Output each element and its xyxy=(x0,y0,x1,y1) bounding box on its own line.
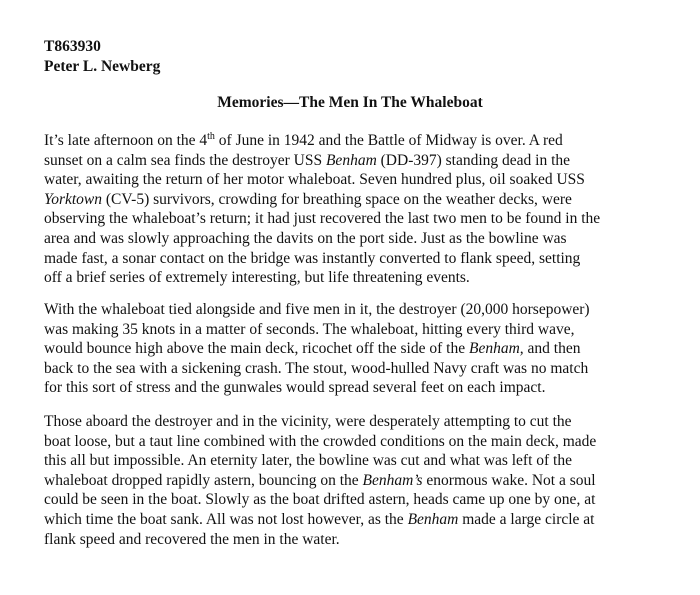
text-run: this all but impossible. An eternity later, the bowline was cut and what was left of the xyxy=(44,452,572,470)
text-run: made a large circle at xyxy=(458,510,595,528)
text-line xyxy=(44,432,700,452)
text-run: of June in 1942 and the Battle of Midway is over. A red xyxy=(214,132,563,149)
text-line xyxy=(44,339,700,359)
text-line xyxy=(44,300,700,320)
text-run: made fast, a sonar contact on the bridge was instantly converted to flank speed, setting xyxy=(44,249,581,267)
text-run: back to the sea with a sickening crash. The stout, wood-hulled Navy craft was no match xyxy=(44,359,589,377)
text-line xyxy=(44,359,700,379)
text-line xyxy=(44,131,700,151)
italic-text: Benham xyxy=(325,151,377,169)
text-run: sunset on a calm sea finds the destroyer USS xyxy=(44,151,326,169)
text-line xyxy=(44,451,700,471)
paragraph-2 xyxy=(44,300,700,398)
text-line xyxy=(44,412,700,432)
text-run: With the whaleboat tied alongside and five men in it, the destroyer (20,000 horsepower) xyxy=(44,301,590,318)
text-line xyxy=(44,530,700,550)
text-line xyxy=(44,378,700,398)
text-run: flank speed and recovered the men in the water. xyxy=(44,530,340,548)
italic-text: Benham, xyxy=(468,340,524,358)
document-id: T863930 xyxy=(44,38,101,55)
text-run: off a brief series of extremely interesting, but life threatening events. xyxy=(44,269,470,287)
text-run: observing the whaleboat’s return; it had just recovered the last two men to be found in the xyxy=(44,210,601,228)
text-line xyxy=(44,190,700,210)
text-run: would bounce high above the main deck, ricochet off the side of the xyxy=(44,340,469,358)
text-line xyxy=(44,151,700,171)
italic-text: Benham’s xyxy=(362,471,423,489)
italic-text: Yorktown xyxy=(44,190,103,208)
document-title: Memories—The Men In The Whaleboat xyxy=(217,94,483,111)
italic-text: Benham xyxy=(407,510,459,528)
text-run: could be seen in the boat. Slowly as the boat drifted astern, heads came up one by one, at xyxy=(44,491,596,509)
paragraph-1 xyxy=(44,131,700,288)
text-line xyxy=(44,490,700,510)
text-line xyxy=(44,471,700,491)
text-run: water, awaiting the return of her motor whaleboat. Seven hundred plus, oil soaked USS xyxy=(44,171,585,189)
text-run: and then xyxy=(523,340,581,358)
text-run: Those aboard the destroyer and in the vicinity, were desperately attempting to cut the xyxy=(44,413,572,430)
text-line xyxy=(44,170,700,190)
text-run: was making 35 knots in a matter of seconds. The whaleboat, hitting every third wave, xyxy=(44,320,575,338)
author-name: Peter L. Newberg xyxy=(44,58,161,75)
superscript-text: th xyxy=(207,131,215,142)
text-run: (DD-397) standing dead in the xyxy=(376,151,571,169)
text-run: boat loose, but a taut line combined with the crowded conditions on the main deck, made xyxy=(44,432,597,450)
text-run: area and was slowly approaching the davits on the port side. Just as the bowline was xyxy=(44,229,567,247)
paragraph-3 xyxy=(44,412,700,549)
text-line xyxy=(44,249,700,269)
text-line xyxy=(44,510,700,530)
text-run: It’s late afternoon on the 4 xyxy=(44,132,208,149)
text-line xyxy=(44,209,700,229)
text-run: which time the boat sank. All was not lost however, as the xyxy=(44,510,408,528)
text-run: for this sort of stress and the gunwales would spread several feet on each impact. xyxy=(44,379,546,397)
text-run: (CV-5) survivors, crowding for breathing space on the weather decks, were xyxy=(102,190,572,208)
text-run: whaleboat dropped rapidly astern, bouncing on the xyxy=(44,471,363,489)
text-run: enormous wake. Not a soul xyxy=(422,471,596,489)
text-line xyxy=(44,320,700,340)
text-line xyxy=(44,229,700,249)
text-line xyxy=(44,268,700,288)
